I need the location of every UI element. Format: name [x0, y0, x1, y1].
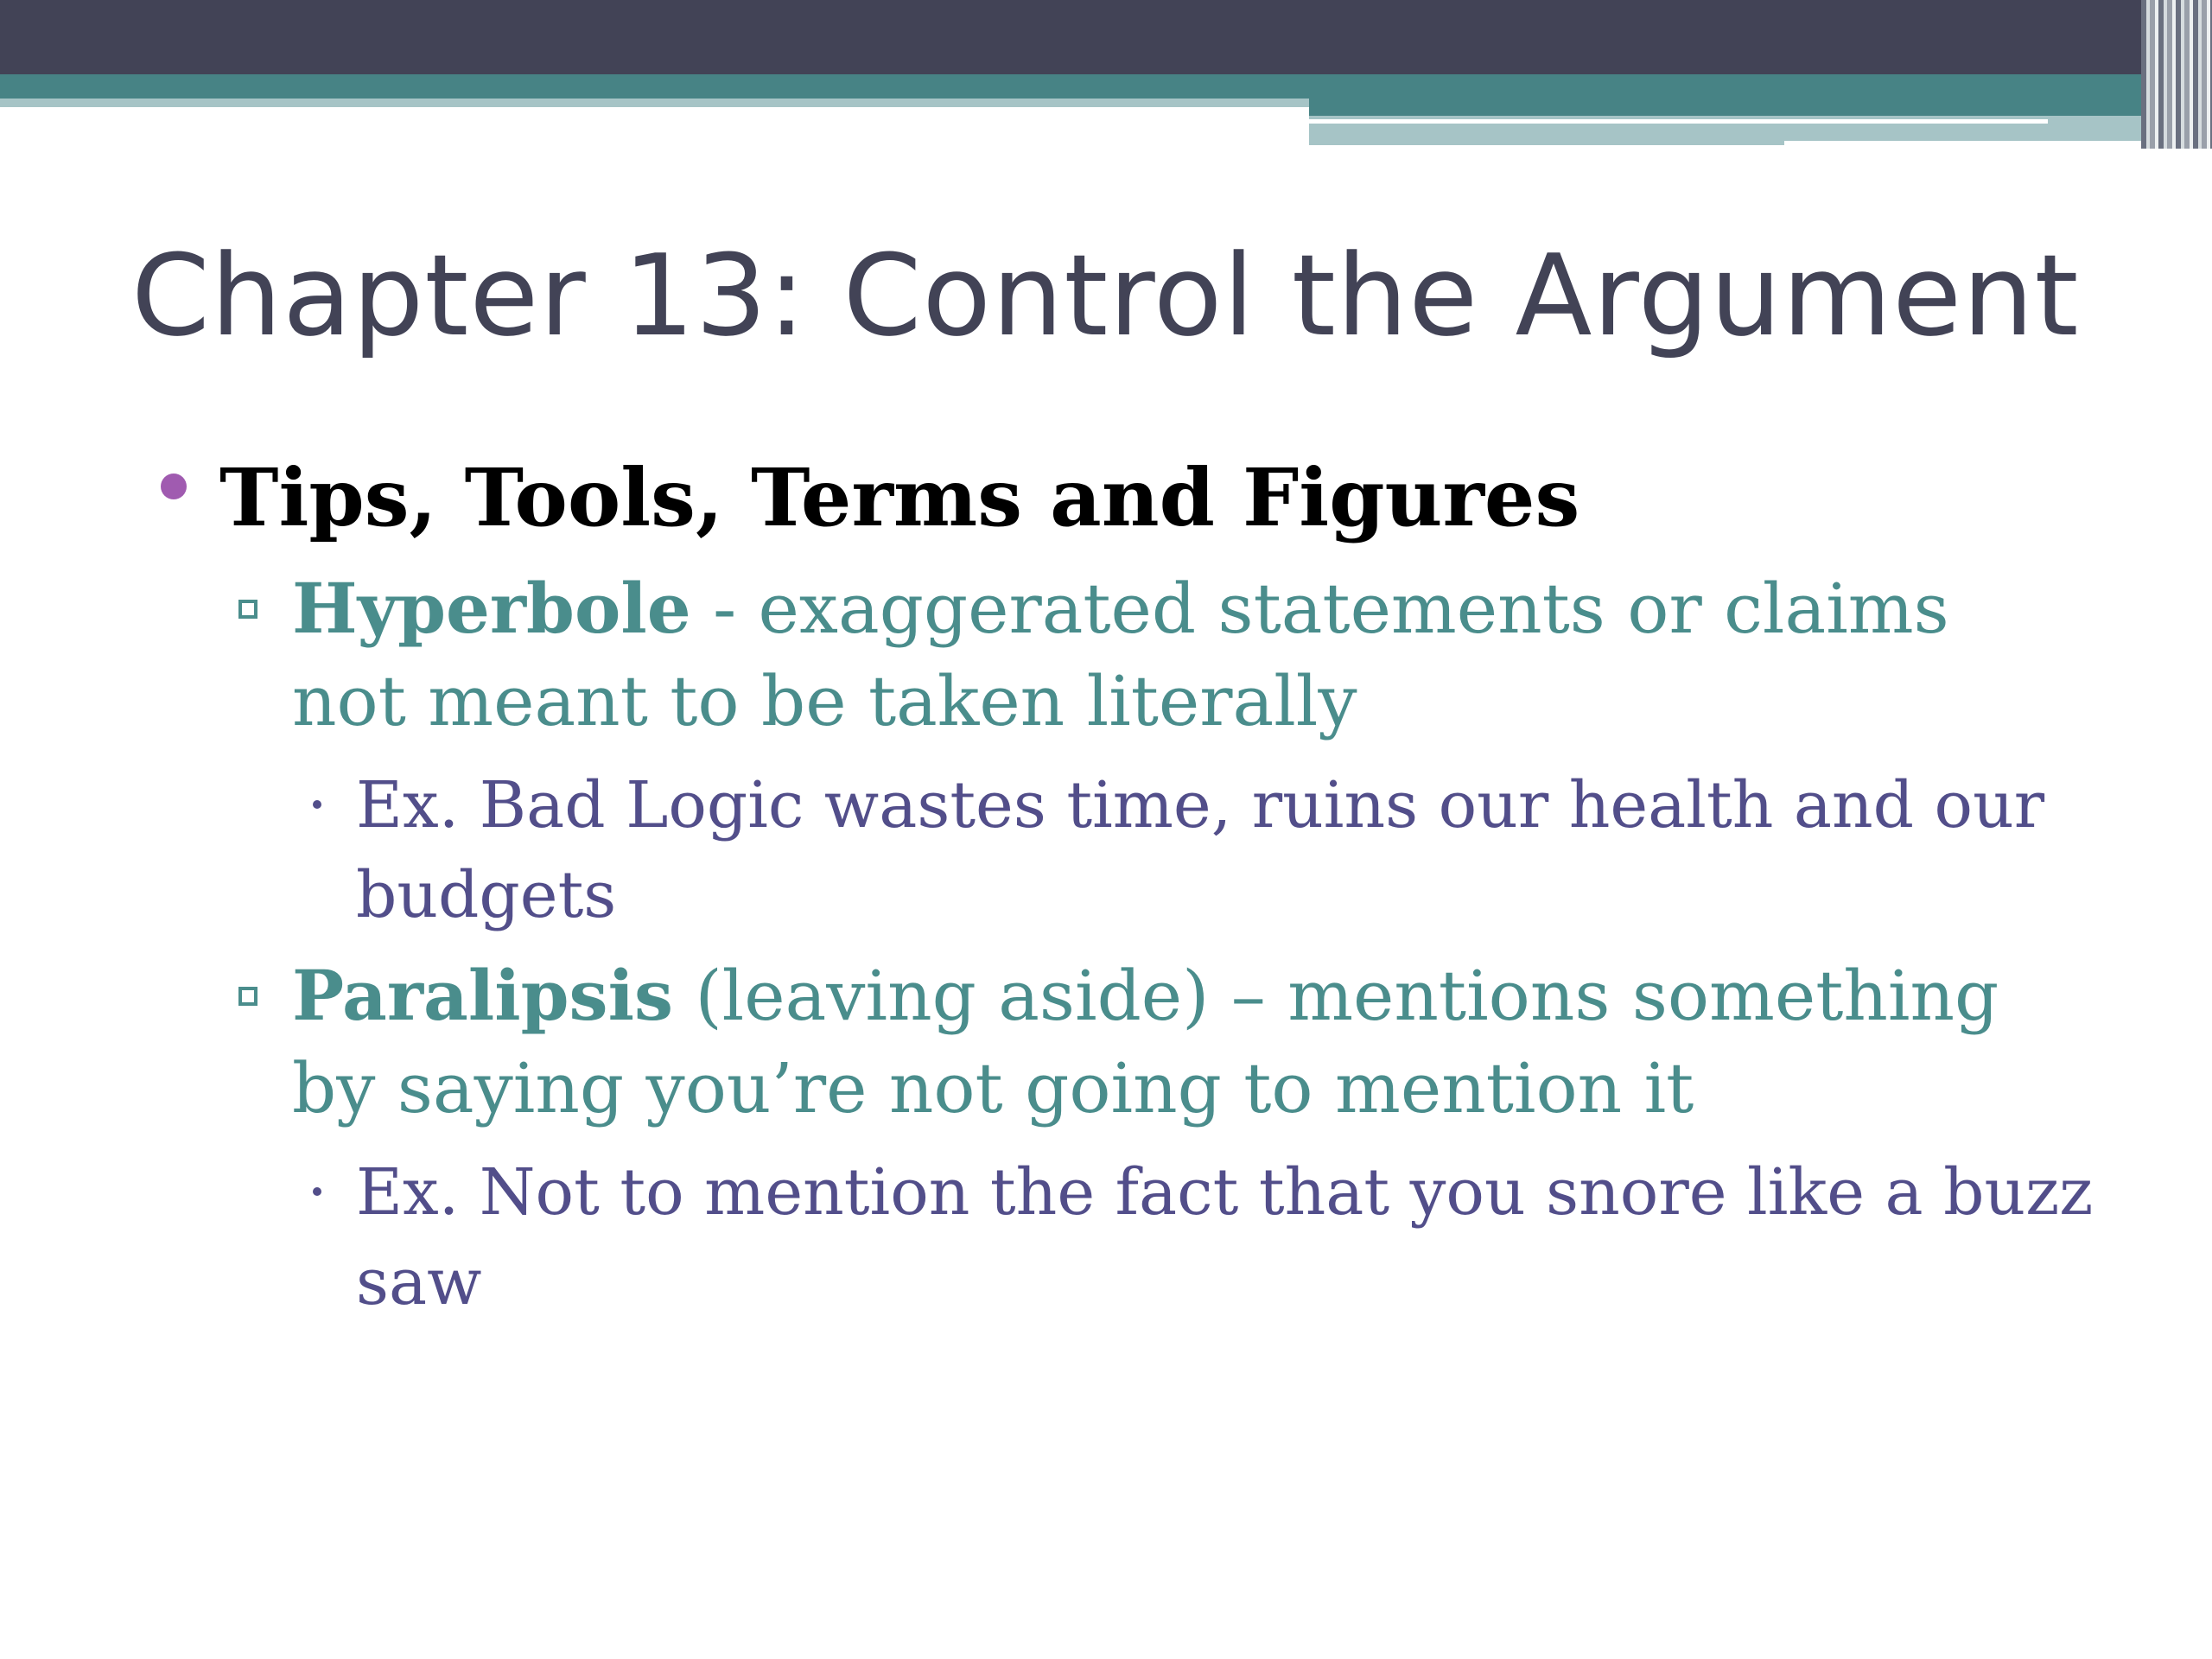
definition-hyperbole-part2: not meant to be taken literally	[292, 661, 1357, 741]
list-item-paralipsis-line1	[292, 947, 1999, 1045]
term-paralipsis: Paralipsis	[292, 955, 674, 1036]
definition-hyperbole-part1: - exaggerated statements or claims	[690, 569, 1949, 649]
square-bullet-icon	[238, 600, 257, 619]
list-item-hyperbole-line1	[292, 560, 1949, 658]
definition-paralipsis-part1: – mentions something	[1209, 956, 1999, 1036]
section-heading: Tips, Tools, Terms and Figures	[219, 451, 1580, 544]
small-dot-bullet-icon	[313, 1187, 321, 1196]
small-dot-bullet-icon	[313, 800, 321, 809]
term-hyperbole: Hyperbole	[292, 568, 691, 649]
bullet-dot-icon	[161, 474, 187, 499]
header-teal-band-right	[1309, 99, 2212, 116]
header-stripes-decoration	[2141, 0, 2212, 149]
example-hyperbole-line1: Ex. Bad Logic wastes time, ruins our health and our	[356, 768, 2045, 842]
square-bullet-icon	[238, 987, 257, 1006]
gloss-paralipsis: (leaving aside)	[673, 956, 1210, 1036]
header-white-rule	[1309, 119, 2048, 124]
slide-title: Chapter 13: Control the Argument	[131, 230, 2080, 361]
definition-paralipsis-part2: by saying you’re not going to mention it	[292, 1048, 1694, 1128]
header-teal-band	[0, 74, 2212, 99]
example-paralipsis-line1: Ex. Not to mention the fact that you snore like a buzz	[356, 1155, 2094, 1230]
example-hyperbole-line2: budgets	[356, 858, 617, 932]
example-paralipsis-line2: saw	[356, 1245, 482, 1319]
header-light-band-left	[0, 99, 1309, 107]
header-dark-band	[0, 0, 2212, 74]
